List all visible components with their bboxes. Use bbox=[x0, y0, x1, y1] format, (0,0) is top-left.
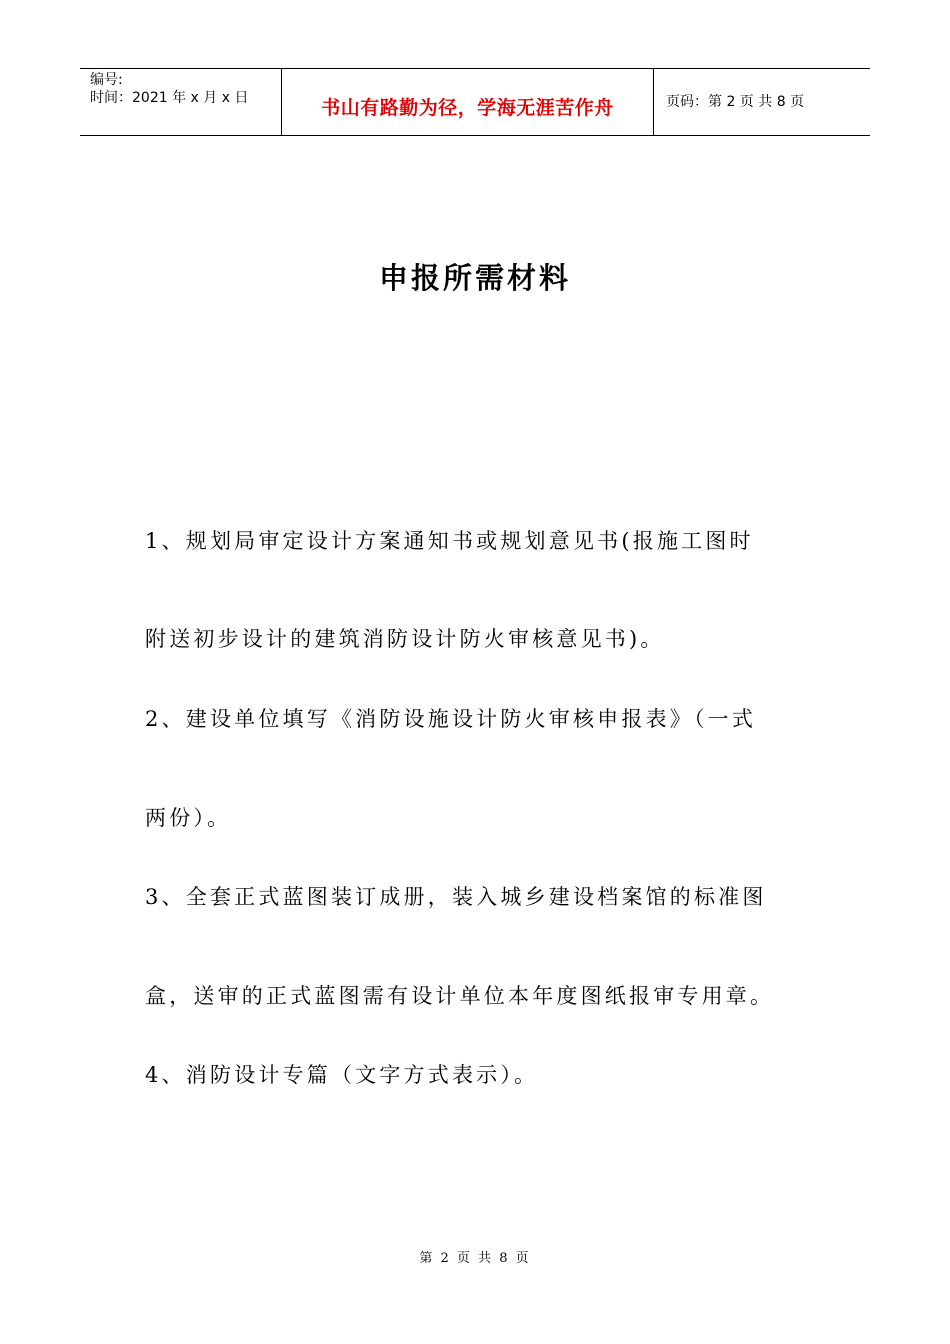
item-1-line-2: 附送初步设计的建筑消防设计防火审核意见书)。 bbox=[145, 627, 665, 651]
page-header bbox=[80, 68, 870, 136]
header-page-info bbox=[654, 69, 870, 135]
document-time-label: 时间：2021 年 x 月 x 日 bbox=[90, 90, 249, 106]
page-number-label: 页码：第 2 页 共 8 页 bbox=[666, 94, 805, 110]
item-4-line-1: 4、消防设计专篇（文字方式表示）。 bbox=[145, 1063, 539, 1087]
item-3-line-2: 盒，送审的正式蓝图需有设计单位本年度图纸报审专用章。 bbox=[145, 984, 775, 1008]
document-title: 申报所需材料 bbox=[378, 261, 571, 295]
item-1-line-1: 1、规划局审定设计方案通知书或规划意见书(报施工图时 bbox=[145, 529, 754, 553]
header-meta bbox=[80, 69, 281, 135]
page-footer: 第 2 页 共 8 页 bbox=[419, 1251, 531, 1266]
item-2-line-2: 两份）。 bbox=[145, 806, 232, 830]
item-2-line-1: 2、建设单位填写《消防设施设计防火审核申报表》（一式 bbox=[145, 707, 757, 731]
document-number-label: 编号: bbox=[90, 72, 123, 88]
header-motto: 书山有路勤为径，学海无涯苦作舟 bbox=[321, 96, 614, 119]
header-motto-cell bbox=[281, 69, 654, 135]
item-3-line-1: 3、全套正式蓝图装订成册，装入城乡建设档案馆的标准图 bbox=[145, 885, 767, 909]
